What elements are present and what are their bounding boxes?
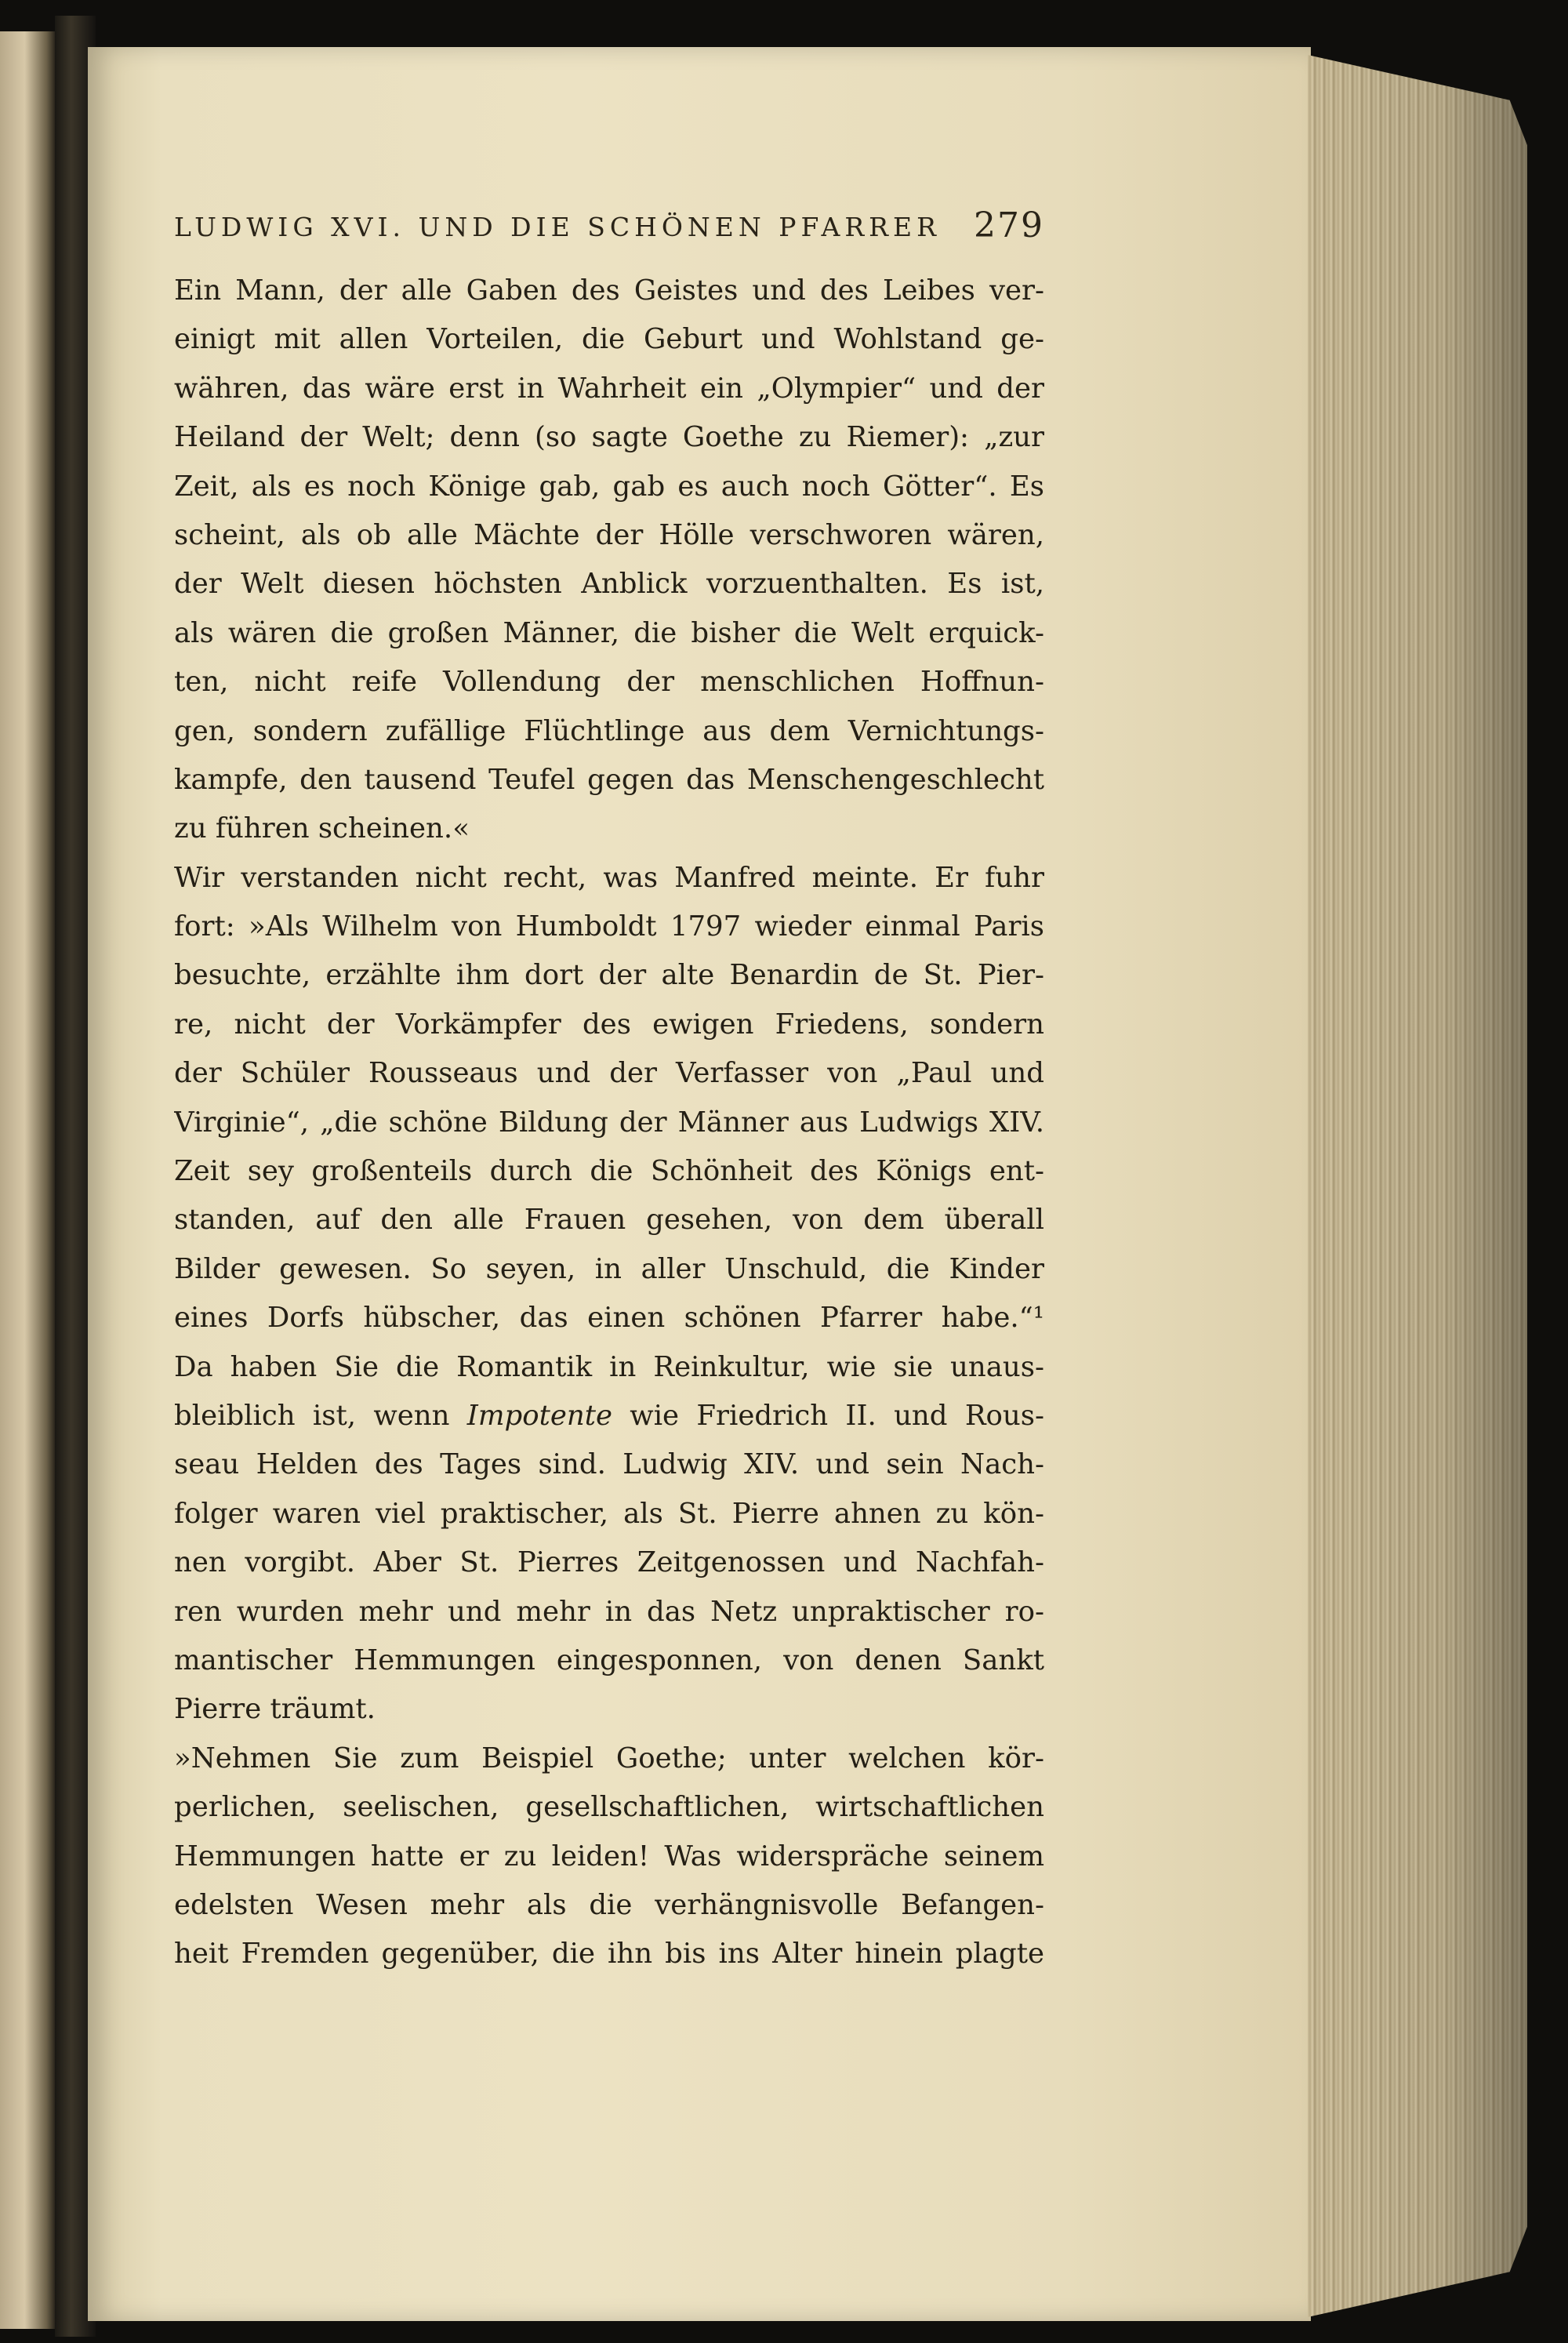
text-line: währen, das wäre erst in Wahrheit ein „Olympier“ und der: [174, 372, 1044, 405]
text-line: heit Fremden gegenüber, die ihn bis ins Alter hinein plagte: [174, 1938, 1044, 1971]
text-line: »Nehmen Sie zum Beispiel Goethe; unter welchen kör-: [174, 1742, 1044, 1775]
text-line: eines Dorfs hübscher, das einen schönen Pfarrer habe.“¹: [174, 1302, 1044, 1335]
running-title: LUDWIG XVI. UND DIE SCHÖNEN PFARRER: [174, 212, 941, 242]
text-line: mantischer Hemmungen eingesponnen, von denen Sankt: [174, 1644, 1044, 1676]
text-line: folger waren viel praktischer, als St. Pierre ahnen zu kön-: [174, 1497, 1044, 1530]
text-line: perlichen, seelischen, gesellschaftlichen, wirtschaftlichen: [174, 1791, 1044, 1824]
text-line: Zeit, als es noch Könige gab, gab es auch noch Götter“. Es: [174, 470, 1044, 503]
text-line: Zeit sey großenteils durch die Schönheit des Königs ent-: [174, 1155, 1044, 1188]
text-line: edelsten Wesen mehr als die verhängnisvolle Befangen-: [174, 1888, 1044, 1921]
text-line: gen, sondern zufällige Flüchtlinge aus dem Vernichtungs-: [174, 714, 1044, 747]
text-line: einigt mit allen Vorteilen, die Geburt und Wohlstand ge-: [174, 323, 1044, 356]
text-line: Wir verstanden nicht recht, was Manfred meinte. Er fuhr: [174, 861, 1044, 894]
text-line: ren wurden mehr und mehr in das Netz unpraktischer ro-: [174, 1595, 1044, 1628]
text-line: ten, nicht reife Vollendung der menschlichen Hoffnun-: [174, 666, 1044, 699]
text-line: der Schüler Rousseaus und der Verfasser von „Paul und: [174, 1057, 1044, 1090]
text-line: Bilder gewesen. So seyen, in aller Unschuld, die Kinder: [174, 1252, 1044, 1285]
text-line: scheint, als ob alle Mächte der Hölle verschworen wären,: [174, 518, 1044, 551]
text-line: fort: »Als Wilhelm von Humboldt 1797 wieder einmal Paris: [174, 910, 1044, 943]
italic-word: Impotente: [466, 1399, 612, 1432]
text-line: Pierre träumt.: [174, 1693, 376, 1726]
text-line: zu führen scheinen.«: [174, 812, 470, 845]
text-segment: bleiblich ist, wenn: [174, 1399, 467, 1432]
text-line: kampfe, den tausend Teufel gegen das Menschengeschlecht: [174, 763, 1044, 796]
text-line: Heiland der Welt; denn (so sagte Goethe zu Riemer): „zur: [174, 421, 1044, 454]
text-line: Ein Mann, der alle Gaben des Geistes und des Leibes ver-: [174, 274, 1044, 307]
text-line: [174, 1392, 1044, 1440]
left-page-edge: [0, 31, 55, 2329]
text-line: nen vorgibt. Aber St. Pierres Zeitgenossen und Nachfah-: [174, 1546, 1044, 1579]
page-number: 279: [974, 205, 1044, 245]
fore-edge-shadow: [1308, 55, 1527, 2317]
text-line: re, nicht der Vorkämpfer des ewigen Friedens, sondern: [174, 1008, 1044, 1041]
text-line: Hemmungen hatte er zu leiden! Was widerspräche seinem: [174, 1840, 1044, 1873]
text-line: standen, auf den alle Frauen gesehen, von dem überall: [174, 1204, 1044, 1237]
text-line: besuchte, erzählte ihm dort der alte Benardin de St. Pier-: [174, 959, 1044, 992]
text-line: Virginie“, „die schöne Bildung der Männer aus Ludwigs XIV.: [174, 1106, 1044, 1139]
text-line: Da haben Sie die Romantik in Reinkultur, wie sie unaus-: [174, 1350, 1044, 1383]
text-line: der Welt diesen höchsten Anblick vorzuenthalten. Es ist,: [174, 568, 1044, 601]
text-line: als wären die großen Männer, die bisher die Welt erquick-: [174, 616, 1044, 649]
text-line: seau Helden des Tages sind. Ludwig XIV. und sein Nach-: [174, 1448, 1044, 1481]
running-header: [174, 205, 1044, 252]
text-segment: wie Friedrich II. und Rous-: [612, 1399, 1044, 1432]
body-text: [174, 267, 1044, 1979]
